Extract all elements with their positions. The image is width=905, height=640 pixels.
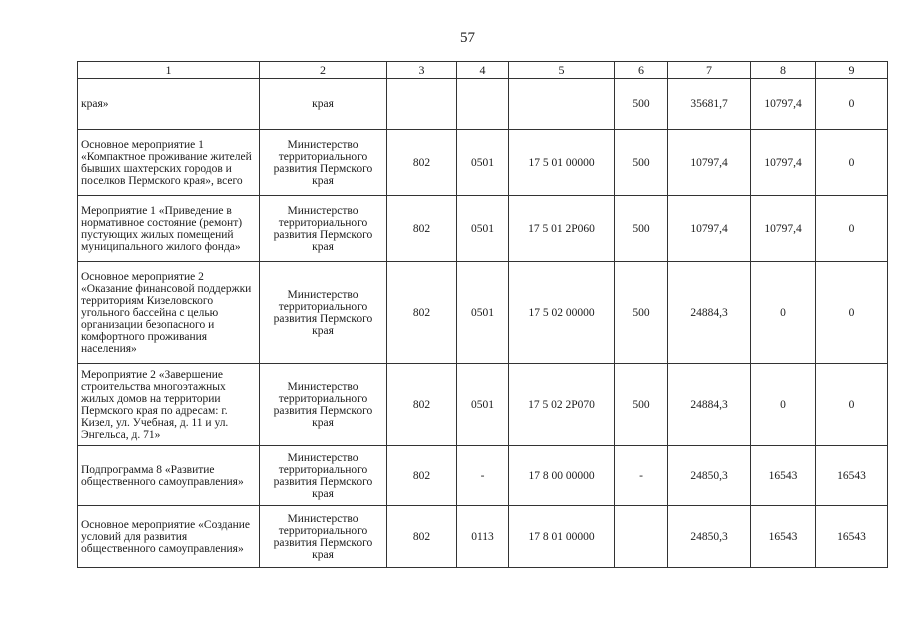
row-value-cell: 0501	[457, 196, 509, 262]
table-row	[78, 130, 888, 196]
row-executor-cell: Министерство территориального развития Пермского края	[260, 446, 387, 506]
table-header-row	[78, 62, 888, 79]
row-value-cell: 17 8 00 00000	[509, 446, 615, 506]
row-value-cell: 802	[387, 446, 457, 506]
row-value-cell: 24850,3	[668, 446, 751, 506]
row-value-cell: 17 5 01 00000	[509, 130, 615, 196]
row-name-cell: Основное мероприятие «Создание условий для развития общественного самоуправления»	[78, 506, 260, 568]
budget-table	[77, 61, 888, 568]
column-header: 2	[260, 62, 387, 79]
row-value-cell: 16543	[751, 446, 816, 506]
page-number: 57	[460, 30, 475, 46]
row-value-cell: -	[457, 446, 509, 506]
row-value-cell: 10797,4	[668, 196, 751, 262]
column-header: 5	[509, 62, 615, 79]
row-value-cell: 0	[816, 364, 888, 446]
row-value-cell: 16543	[816, 506, 888, 568]
row-executor-cell: Министерство территориального развития Пермского края	[260, 196, 387, 262]
table-row	[78, 446, 888, 506]
row-value-cell: -	[615, 446, 668, 506]
row-value-cell: 10797,4	[751, 79, 816, 130]
row-value-cell: 500	[615, 364, 668, 446]
row-value-cell: 500	[615, 130, 668, 196]
row-value-cell: 0	[816, 79, 888, 130]
row-value-cell: 802	[387, 130, 457, 196]
row-name-cell: Мероприятие 2 «Завершение строительства многоэтажных жилых домов на территории Пермского края по адресам: г. Кизел, ул. Учебная, д. 11 и ул. Энгельса, д. 71»	[78, 364, 260, 446]
column-header: 1	[78, 62, 260, 79]
table-row	[78, 262, 888, 364]
table-row	[78, 506, 888, 568]
row-value-cell	[387, 79, 457, 130]
row-value-cell: 10797,4	[751, 130, 816, 196]
row-value-cell: 0	[751, 262, 816, 364]
row-value-cell: 24884,3	[668, 364, 751, 446]
row-value-cell: 0	[816, 262, 888, 364]
row-value-cell	[615, 506, 668, 568]
row-value-cell: 17 5 01 2Р060	[509, 196, 615, 262]
row-name-cell: Основное мероприятие 1 «Компактное проживание жителей бывших шахтерских городов и поселков Пермского края», всего	[78, 130, 260, 196]
row-executor-cell: Министерство территориального развития Пермского края	[260, 506, 387, 568]
row-value-cell: 10797,4	[668, 130, 751, 196]
row-value-cell: 0	[816, 130, 888, 196]
row-value-cell: 24884,3	[668, 262, 751, 364]
column-header: 3	[387, 62, 457, 79]
row-name-cell: края»	[78, 79, 260, 130]
row-executor-cell: края	[260, 79, 387, 130]
row-value-cell: 24850,3	[668, 506, 751, 568]
row-value-cell: 0501	[457, 130, 509, 196]
row-value-cell: 17 5 02 2Р070	[509, 364, 615, 446]
row-value-cell: 500	[615, 79, 668, 130]
row-name-cell: Подпрограмма 8 «Развитие общественного самоуправления»	[78, 446, 260, 506]
row-value-cell: 0	[751, 364, 816, 446]
table-row	[78, 364, 888, 446]
row-value-cell: 500	[615, 196, 668, 262]
row-value-cell: 16543	[816, 446, 888, 506]
column-header: 6	[615, 62, 668, 79]
row-value-cell: 802	[387, 262, 457, 364]
row-value-cell: 10797,4	[751, 196, 816, 262]
row-value-cell: 17 5 02 00000	[509, 262, 615, 364]
row-value-cell: 0501	[457, 262, 509, 364]
column-header: 7	[668, 62, 751, 79]
row-value-cell: 0501	[457, 364, 509, 446]
row-value-cell: 0	[816, 196, 888, 262]
row-value-cell: 35681,7	[668, 79, 751, 130]
table-row	[78, 79, 888, 130]
row-value-cell: 802	[387, 364, 457, 446]
row-executor-cell: Министерство территориального развития Пермского края	[260, 130, 387, 196]
table-row	[78, 196, 888, 262]
row-value-cell: 17 8 01 00000	[509, 506, 615, 568]
column-header: 8	[751, 62, 816, 79]
row-value-cell: 802	[387, 196, 457, 262]
row-executor-cell: Министерство территориального развития Пермского края	[260, 364, 387, 446]
row-value-cell	[509, 79, 615, 130]
row-value-cell: 0113	[457, 506, 509, 568]
row-name-cell: Основное мероприятие 2 «Оказание финансовой поддержки территориям Кизеловского угольного бассейна с целью организации безопасного и комфортного проживания населения»	[78, 262, 260, 364]
column-header: 4	[457, 62, 509, 79]
row-value-cell: 16543	[751, 506, 816, 568]
row-value-cell: 802	[387, 506, 457, 568]
row-name-cell: Мероприятие 1 «Приведение в нормативное состояние (ремонт) пустующих жилых помещений муниципального жилого фонда»	[78, 196, 260, 262]
row-executor-cell: Министерство территориального развития Пермского края	[260, 262, 387, 364]
row-value-cell	[457, 79, 509, 130]
column-header: 9	[816, 62, 888, 79]
row-value-cell: 500	[615, 262, 668, 364]
